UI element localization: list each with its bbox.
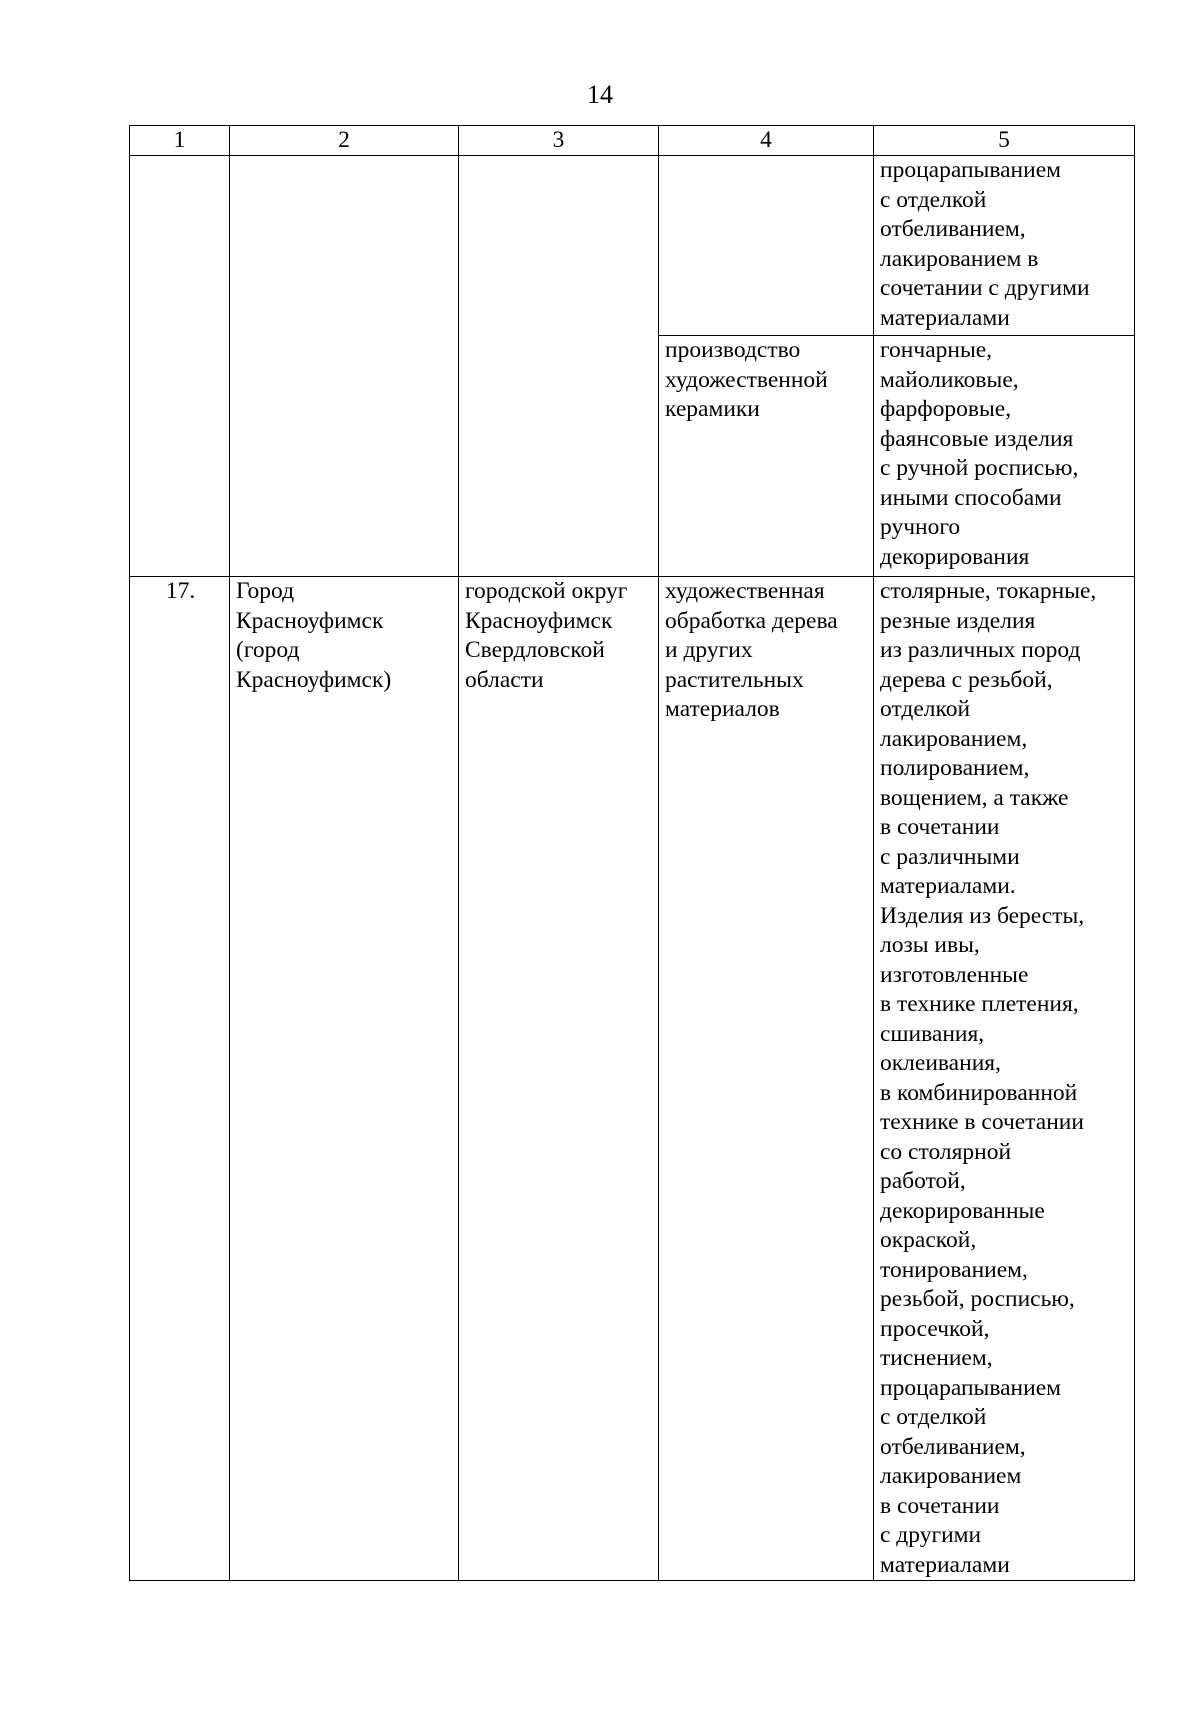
municipality-cell: городской округ Красноуфимск Свердловской области — [459, 577, 659, 1581]
row-number: 17. — [130, 577, 230, 1581]
cell-col-4 — [659, 156, 874, 336]
header-col-2: 2 — [230, 126, 459, 156]
craft-products-cell: процарапыванием с отделкой отбеливанием, лакированием в сочетании с другими материалами — [874, 156, 1135, 336]
header-col-3: 3 — [459, 126, 659, 156]
page-number: 14 — [587, 80, 613, 109]
table-row — [130, 156, 1135, 336]
craft-products-cell: гончарные, майоликовые, фарфоровые, фаянсовые изделия с ручной росписью, иными способами ручного декорирования — [874, 336, 1135, 577]
table-row — [130, 577, 1135, 1581]
craft-type-cell: производство художественной керамики — [659, 336, 874, 577]
header-col-5: 5 — [874, 126, 1135, 156]
locality-cell: Город Красноуфимск (город Красноуфимск) — [230, 577, 459, 1581]
header-col-4: 4 — [659, 126, 874, 156]
table-header-row — [130, 126, 1135, 156]
craft-type-cell: художественная обработка дерева и других растительных материалов — [659, 577, 874, 1581]
cell-col-2 — [230, 156, 459, 577]
cell-col-3 — [459, 156, 659, 577]
header-col-1: 1 — [130, 126, 230, 156]
cell-col-1 — [130, 156, 230, 577]
craft-products-cell: столярные, токарные, резные изделия из различных пород дерева с резьбой, отделкой лакированием, полированием, вощением, а также в сочетании с различными материалами. Изделия из бересты, лозы ивы, изготовленные в технике плетения, сшивания, оклеивания, в комбинированной технике в сочетании со столярной работой, декорированные окраской, тонированием, резьбой, росписью, просечкой, тиснением, процарапыванием с отделкой отбеливанием, лакированием в сочетании с другими материалами — [874, 577, 1135, 1581]
regions-crafts-table — [129, 125, 1135, 1581]
